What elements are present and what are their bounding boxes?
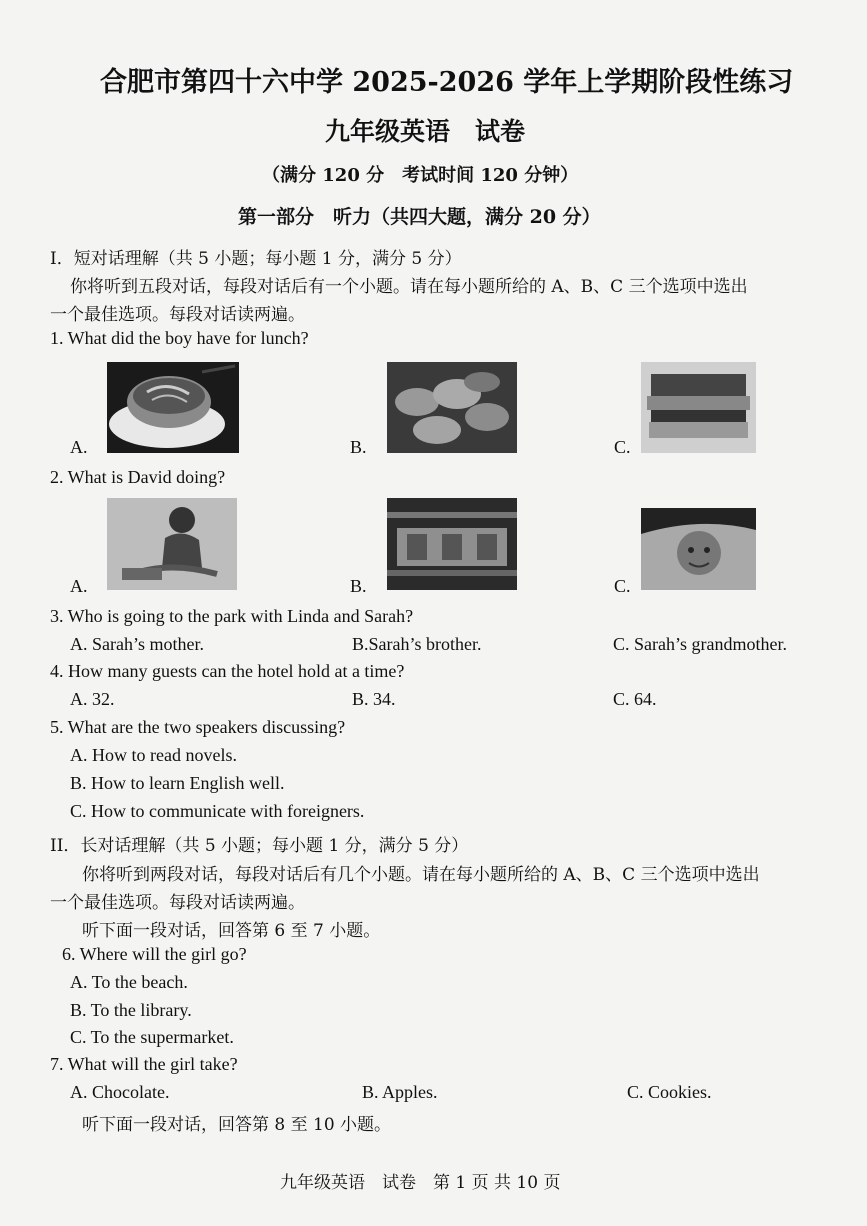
q3-option-c: C. Sarah’s grandmother.: [613, 634, 787, 654]
q7-option-a: A. Chocolate.: [70, 1082, 170, 1102]
question-2: 2. What is David doing?: [50, 467, 226, 487]
q1-option-a-image: [107, 362, 239, 453]
page-footer: 九年级英语 试卷 第 1 页 共 10 页: [280, 1173, 561, 1193]
q4-option-a: A. 32.: [70, 689, 115, 709]
section1-instruction-line2: 一个最佳选项。每段对话读两遍。: [50, 305, 305, 325]
q2-option-a-image: [107, 498, 237, 590]
q1-option-b-image: [387, 362, 517, 453]
q4-option-c: C. 64.: [613, 689, 657, 709]
question-6: 6. Where will the girl go?: [62, 944, 247, 964]
listen-instruction-2: 听下面一段对话，回答第 8 至 10 小题。: [82, 1115, 392, 1135]
q1-option-c-label: C.: [614, 437, 631, 457]
q1-option-c-image: [641, 362, 756, 453]
q3-option-b: B.Sarah’s brother.: [352, 634, 482, 654]
q2-option-c-image: [641, 508, 756, 590]
q1-option-a-label: A.: [70, 437, 88, 457]
q7-option-c: C. Cookies.: [627, 1082, 712, 1102]
q7-option-b: B. Apples.: [362, 1082, 438, 1102]
q2-option-a-label: A.: [70, 576, 88, 596]
q2-option-b-image: [387, 498, 517, 590]
q6-option-a: A. To the beach.: [70, 972, 188, 992]
q1-option-b-label: B.: [350, 437, 367, 457]
section2-instruction-line2: 一个最佳选项。每段对话读两遍。: [50, 893, 305, 913]
q6-option-b: B. To the library.: [70, 1000, 192, 1020]
q2-option-b-label: B.: [350, 576, 367, 596]
question-4: 4. How many guests can the hotel hold at a time?: [50, 661, 405, 681]
section2-instruction-line1: 你将听到两段对话，每段对话后有几个小题。请在每小题所给的 A、B、C 三个选项中选出: [82, 865, 760, 885]
q3-option-a: A. Sarah’s mother.: [70, 634, 204, 654]
part-heading: 第一部分 听力（共四大题，满分 20 分）: [238, 206, 601, 228]
listen-instruction-1: 听下面一段对话，回答第 6 至 7 小题。: [82, 921, 381, 941]
question-7: 7. What will the girl take?: [50, 1054, 238, 1074]
question-1: 1. What did the boy have for lunch?: [50, 328, 309, 348]
question-3: 3. Who is going to the park with Linda and Sarah?: [50, 606, 414, 626]
q2-option-c-label: C.: [614, 576, 631, 596]
question-5: 5. What are the two speakers discussing?: [50, 717, 346, 737]
section2-heading: II．长对话理解（共 5 小题；每小题 1 分，满分 5 分）: [50, 836, 469, 856]
exam-info: （满分 120 分 考试时间 120 分钟）: [262, 165, 579, 186]
exam-title: 合肥市第四十六中学 2025-2026 学年上学期阶段性练习: [100, 67, 794, 98]
q6-option-c: C. To the supermarket.: [70, 1027, 234, 1047]
section1-heading: I．短对话理解（共 5 小题；每小题 1 分，满分 5 分）: [50, 249, 462, 269]
q5-option-a: A. How to read novels.: [70, 745, 237, 765]
exam-subtitle: 九年级英语 试卷: [325, 117, 526, 146]
q5-option-c: C. How to communicate with foreigners.: [70, 801, 365, 821]
q5-option-b: B. How to learn English well.: [70, 773, 285, 793]
section1-instruction-line1: 你将听到五段对话，每段对话后有一个小题。请在每小题所给的 A、B、C 三个选项中选出: [70, 277, 748, 297]
q4-option-b: B. 34.: [352, 689, 396, 709]
